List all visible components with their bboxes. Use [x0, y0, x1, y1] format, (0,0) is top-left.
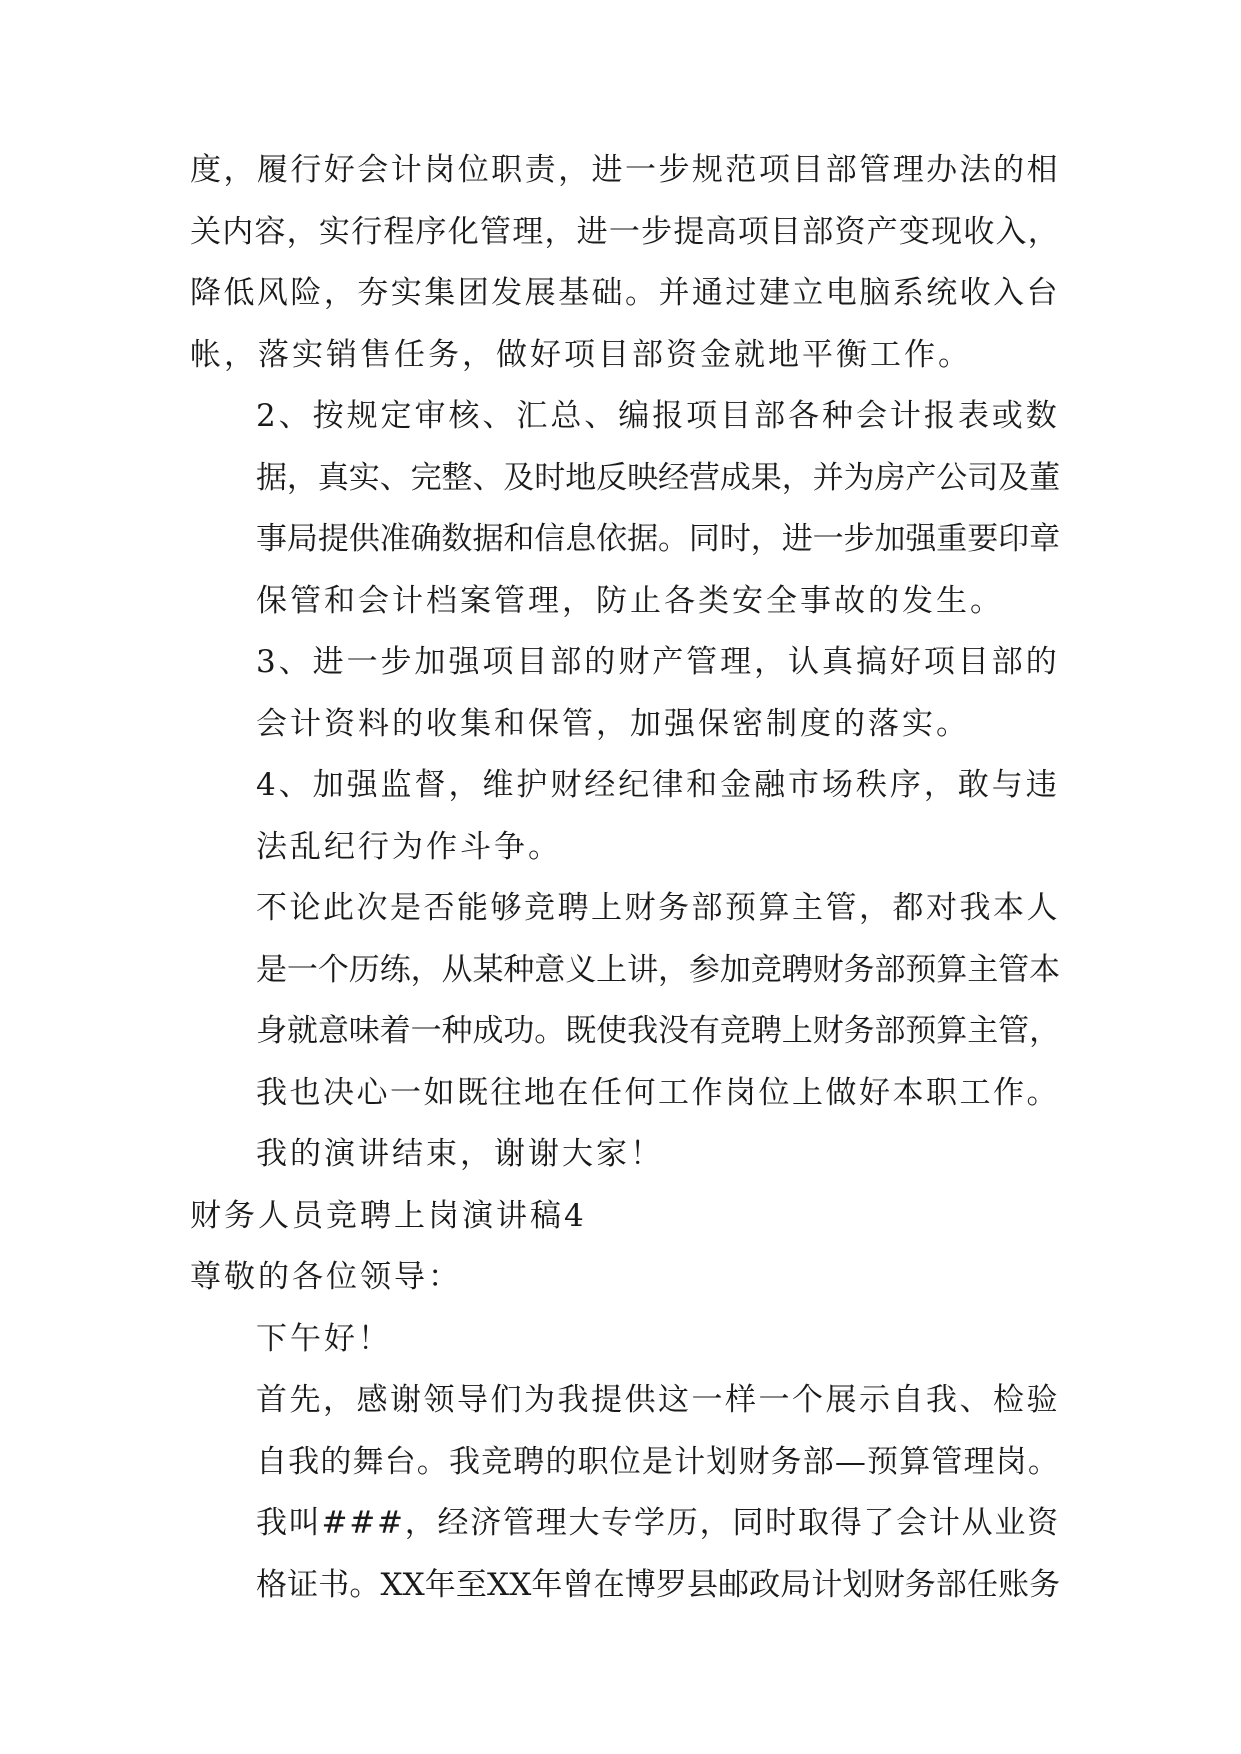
- paragraph: [190, 1247, 1060, 1309]
- text-line: 事局提供准确数据和信息依据。同时，进一步加强重要印章: [256, 521, 1060, 557]
- text-line: 不论此次是否能够竞聘上财务部预算主管，都对我本人: [256, 890, 1060, 926]
- text-line: 我的演讲结束，谢谢大家！: [256, 1136, 664, 1172]
- text-line: 4、加强监督，维护财经纪律和金融市场秩序，敢与违: [256, 767, 1060, 803]
- text-line: 尊敬的各位领导：: [190, 1259, 462, 1295]
- paragraph: [190, 878, 1060, 1124]
- paragraph: [190, 755, 1060, 878]
- text-line: 据，真实、完整、及时地反映经营成果，并为房产公司及董: [256, 459, 1060, 496]
- paragraph: [190, 632, 1060, 755]
- text-line: 保管和会计档案管理，防止各类安全事故的发生。: [256, 582, 1004, 619]
- text-line: 3、进一步加强项目部的财产管理，认真搞好项目部的: [256, 644, 1060, 680]
- paragraph: [190, 1309, 1060, 1371]
- text-line: 度，履行好会计岗位职责，进一步规范项目部管理办法的相: [190, 152, 1060, 188]
- paragraph: [190, 1186, 1060, 1248]
- paragraph: [190, 1370, 1060, 1493]
- document-body: [190, 140, 1060, 1616]
- text-line: 首先，感谢领导们为我提供这一样一个展示自我、检验: [256, 1382, 1060, 1418]
- paragraph: [190, 1493, 1060, 1616]
- paragraph: [190, 386, 1060, 632]
- text-line: 自我的舞台。我竞聘的职位是计划财务部—预算管理岗。: [256, 1443, 1060, 1480]
- text-line: 财务人员竞聘上岗演讲稿4: [190, 1197, 587, 1234]
- text-line: 法乱纪行为作斗争。: [256, 828, 562, 865]
- text-line: 是一个历练，从某种意义上讲，参加竞聘财务部预算主管本: [256, 951, 1060, 988]
- text-line: 我叫###，经济管理大专学历，同时取得了会计从业资: [256, 1505, 1060, 1541]
- text-line: 会计资料的收集和保管，加强保密制度的落实。: [256, 705, 970, 742]
- text-line: 关内容，实行程序化管理，进一步提高项目部资产变现收入，: [190, 213, 1060, 250]
- paragraph: [190, 140, 1060, 386]
- text-line: 我也决心一如既往地在任何工作岗位上做好本职工作。: [256, 1074, 1060, 1111]
- text-line: 身就意味着一种成功。既使我没有竞聘上财务部预算主管，: [256, 1013, 1060, 1049]
- text-line: 帐，落实销售任务，做好项目部资金就地平衡工作。: [190, 336, 972, 373]
- text-line: 下午好！: [256, 1320, 392, 1357]
- text-line: 格证书。XX年至XX年曾在博罗县邮政局计划财务部任账务: [256, 1566, 1061, 1603]
- text-line: 2、按规定审核、汇总、编报项目部各种会计报表或数: [256, 398, 1060, 434]
- text-line: 降低风险，夯实集团发展基础。并通过建立电脑系统收入台: [190, 275, 1060, 311]
- paragraph: [190, 1124, 1060, 1186]
